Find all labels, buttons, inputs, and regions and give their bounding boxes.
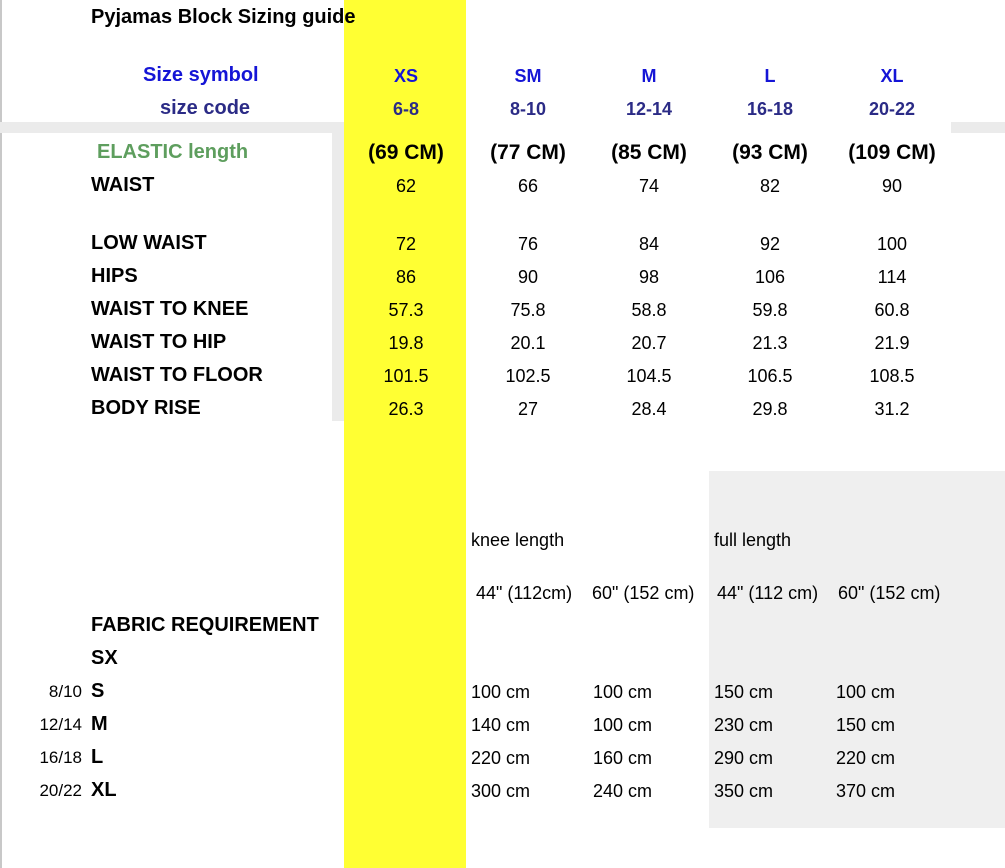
full-length-label: full length (714, 530, 792, 550)
measure-value: 21.3 (752, 333, 788, 353)
measure-label-waist-to-hip: WAIST TO HIP (91, 331, 227, 353)
fabric-row-code: 16/18 (39, 748, 82, 767)
measure-value: 62 (395, 176, 417, 196)
xs-highlight-column (344, 0, 466, 868)
measure-value: 26.3 (388, 399, 424, 419)
measure-value: 58.8 (631, 300, 667, 320)
full-length-shading (709, 471, 1005, 828)
fabric-row-size: L (91, 746, 104, 768)
elastic-l: (93 CM) (732, 141, 808, 164)
measure-value: 106 (754, 267, 786, 287)
measure-value: 114 (877, 267, 907, 287)
size-symbol-l: L (764, 66, 776, 86)
fabric-value: 150 cm (714, 682, 774, 702)
measure-value: 82 (759, 176, 781, 196)
size-code-xs: 6-8 (392, 99, 419, 119)
sx-label: SX (91, 647, 118, 669)
fabric-value: 370 cm (836, 781, 896, 801)
fabric-value: 100 cm (593, 715, 653, 735)
measure-value: 20.7 (631, 333, 667, 353)
measure-value: 19.8 (388, 333, 424, 353)
measure-value: 102.5 (505, 366, 551, 386)
measure-value: 74 (638, 176, 660, 196)
fabric-width: 44" (112cm) (476, 583, 573, 603)
measure-value: 57.3 (388, 300, 424, 320)
size-symbol-xs: XS (393, 66, 418, 86)
measure-value: 20.1 (510, 333, 546, 353)
fabric-value: 230 cm (714, 715, 774, 735)
measure-value: 27 (517, 399, 539, 419)
fabric-value: 100 cm (593, 682, 653, 702)
fabric-value: 220 cm (471, 748, 531, 768)
fabric-row-size: M (91, 713, 108, 735)
size-code-m: 12-14 (625, 99, 673, 119)
fabric-value: 220 cm (836, 748, 896, 768)
measure-value: 90 (517, 267, 539, 287)
measure-label-waist-to-floor: WAIST TO FLOOR (91, 364, 263, 386)
measure-value: 66 (517, 176, 539, 196)
measure-label-body-rise: BODY RISE (91, 397, 201, 419)
measure-value: 86 (395, 267, 417, 287)
label-column-divider (332, 133, 344, 421)
fabric-width: 44" (112 cm) (717, 583, 819, 603)
measure-value: 84 (638, 234, 660, 254)
fabric-row-code: 20/22 (39, 781, 82, 800)
page-title: Pyjamas Block Sizing guide (91, 6, 356, 28)
knee-length-label: knee length (471, 530, 565, 550)
measure-value: 104.5 (626, 366, 672, 386)
fabric-value: 100 cm (471, 682, 531, 702)
size-symbol-sm: SM (514, 66, 542, 86)
size-code-l: 16-18 (746, 99, 794, 119)
fabric-width: 60" (152 cm) (592, 583, 695, 603)
elastic-sm: (77 CM) (490, 141, 566, 164)
elastic-xl: (109 CM) (848, 141, 936, 164)
measure-value: 60.8 (874, 300, 910, 320)
measure-value: 29.8 (752, 399, 788, 419)
fabric-value: 240 cm (593, 781, 653, 801)
measure-label-low-waist: LOW WAIST (91, 232, 207, 254)
fabric-value: 150 cm (836, 715, 896, 735)
measure-value: 59.8 (752, 300, 788, 320)
measure-label-waist-to-knee: WAIST TO KNEE (91, 298, 249, 320)
fabric-value: 160 cm (593, 748, 653, 768)
fabric-width: 60" (152 cm) (838, 583, 941, 603)
header-divider-gap (466, 122, 951, 133)
measure-value: 31.2 (874, 399, 910, 419)
measure-value: 21.9 (874, 333, 910, 353)
size-symbol-label: Size symbol (143, 64, 259, 86)
measure-label-hips: HIPS (91, 265, 138, 287)
size-code-sm: 8-10 (509, 99, 547, 119)
measure-value: 28.4 (631, 399, 667, 419)
fabric-value: 100 cm (836, 682, 896, 702)
size-symbol-m: M (641, 66, 657, 86)
measure-value: 108.5 (869, 366, 915, 386)
measure-value: 101.5 (383, 366, 429, 386)
measure-value: 106.5 (747, 366, 793, 386)
elastic-length-label: ELASTIC length (97, 141, 249, 163)
size-symbol-xl: XL (880, 66, 904, 86)
measure-value: 100 (876, 234, 908, 254)
elastic-xs: (69 CM) (368, 141, 444, 164)
size-code-xl: 20-22 (868, 99, 916, 119)
fabric-row-size: S (91, 680, 105, 702)
measure-label-waist: WAIST (91, 174, 155, 196)
measure-value: 98 (638, 267, 660, 287)
fabric-requirement-label: FABRIC REQUIREMENT (91, 614, 319, 636)
fabric-row-code: 12/14 (39, 715, 82, 734)
measure-value: 72 (395, 234, 417, 254)
fabric-row-size: XL (91, 779, 117, 801)
measure-value: 75.8 (510, 300, 546, 320)
measure-value: 92 (759, 234, 781, 254)
fabric-value: 350 cm (714, 781, 774, 801)
fabric-value: 140 cm (471, 715, 531, 735)
fabric-row-code: 8/10 (48, 682, 82, 701)
measure-value: 76 (517, 234, 539, 254)
measure-value: 90 (881, 176, 903, 196)
elastic-m: (85 CM) (611, 141, 687, 164)
fabric-value: 300 cm (471, 781, 531, 801)
size-code-label: size code (160, 97, 251, 119)
fabric-value: 290 cm (714, 748, 774, 768)
